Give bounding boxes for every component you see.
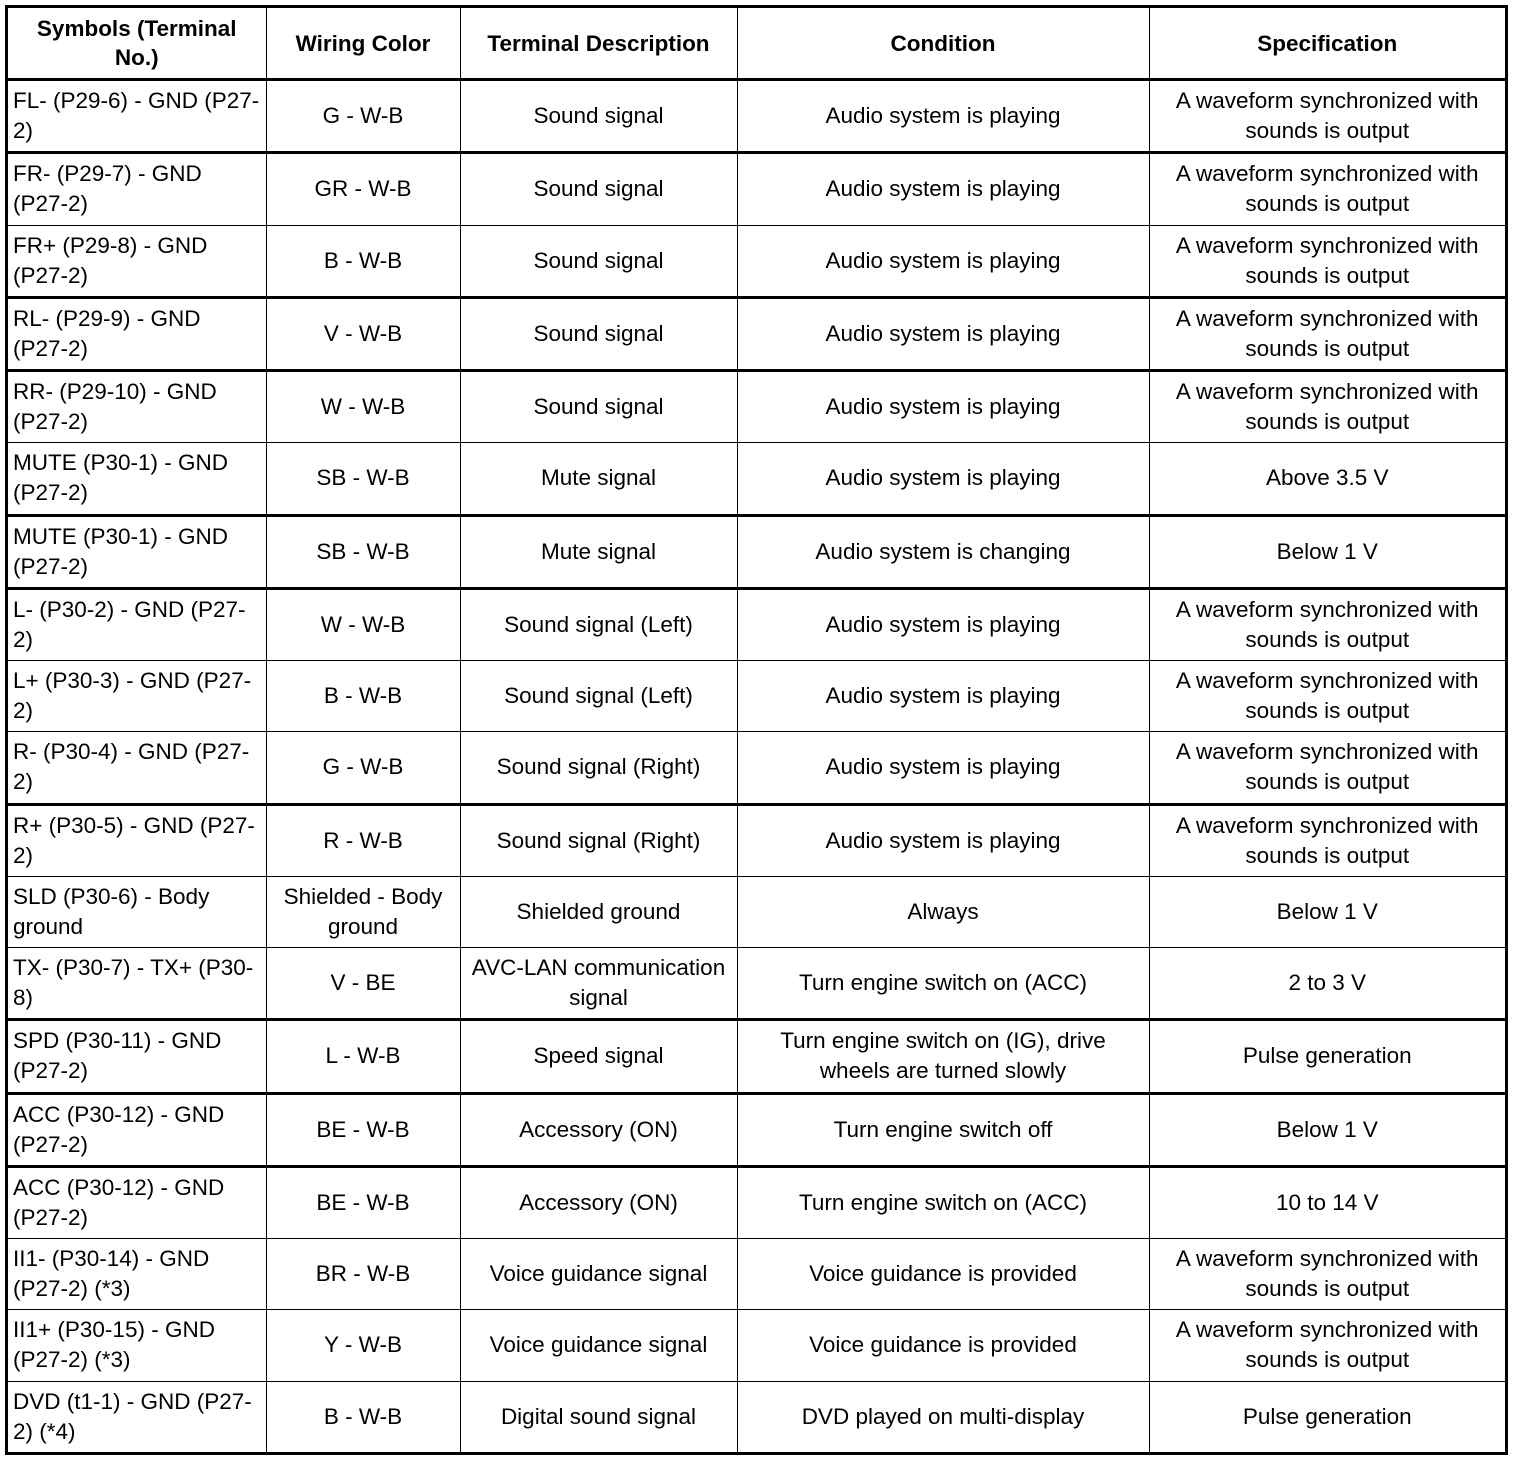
table-body bbox=[8, 80, 1505, 1453]
wiring-color-cell: B - W-B bbox=[266, 1381, 460, 1452]
terminal-description-cell: Speed signal bbox=[460, 1020, 737, 1093]
specification-cell: A waveform synchronized with sounds is output bbox=[1149, 804, 1505, 876]
condition-cell: Audio system is playing bbox=[737, 804, 1149, 876]
specification-cell: A waveform synchronized with sounds is output bbox=[1149, 1239, 1505, 1310]
table-row bbox=[8, 732, 1505, 804]
specification-cell: Below 1 V bbox=[1149, 1093, 1505, 1166]
condition-cell: Voice guidance is provided bbox=[737, 1310, 1149, 1381]
table-row bbox=[8, 1166, 1505, 1238]
symbol-cell: L- (P30-2) - GND (P27-2) bbox=[8, 588, 266, 660]
wiring-color-cell: R - W-B bbox=[266, 804, 460, 876]
specification-cell: Above 3.5 V bbox=[1149, 443, 1505, 515]
specification-cell: A waveform synchronized with sounds is output bbox=[1149, 80, 1505, 153]
wiring-color-cell: V - W-B bbox=[266, 297, 460, 370]
specification-cell: 2 to 3 V bbox=[1149, 948, 1505, 1020]
condition-cell: Audio system is playing bbox=[737, 732, 1149, 804]
table-row bbox=[8, 443, 1505, 515]
table-row bbox=[8, 80, 1505, 153]
header-symbols: Symbols (Terminal No.) bbox=[8, 8, 266, 80]
wiring-color-cell: GR - W-B bbox=[266, 153, 460, 225]
wiring-color-cell: B - W-B bbox=[266, 225, 460, 297]
table-row bbox=[8, 661, 1505, 732]
symbol-cell: FL- (P29-6) - GND (P27-2) bbox=[8, 80, 266, 153]
specification-cell: Below 1 V bbox=[1149, 876, 1505, 947]
symbol-cell: II1+ (P30-15) - GND (P27-2) (*3) bbox=[8, 1310, 266, 1381]
symbol-cell: ACC (P30-12) - GND (P27-2) bbox=[8, 1093, 266, 1166]
condition-cell: Audio system is playing bbox=[737, 80, 1149, 153]
terminal-description-cell: Voice guidance signal bbox=[460, 1239, 737, 1310]
terminal-description-cell: Shielded ground bbox=[460, 876, 737, 947]
terminal-description-cell: Sound signal bbox=[460, 225, 737, 297]
table-row bbox=[8, 297, 1505, 370]
condition-cell: Turn engine switch on (IG), drive wheels are turned slowly bbox=[737, 1020, 1149, 1093]
wiring-color-cell: SB - W-B bbox=[266, 443, 460, 515]
condition-cell: Audio system is playing bbox=[737, 153, 1149, 225]
symbol-cell: L+ (P30-3) - GND (P27-2) bbox=[8, 661, 266, 732]
specification-cell: A waveform synchronized with sounds is output bbox=[1149, 661, 1505, 732]
terminal-description-cell: Sound signal bbox=[460, 297, 737, 370]
table-row bbox=[8, 876, 1505, 947]
wiring-color-cell: BE - W-B bbox=[266, 1093, 460, 1166]
wiring-color-cell: BE - W-B bbox=[266, 1166, 460, 1238]
symbol-cell: FR- (P29-7) - GND (P27-2) bbox=[8, 153, 266, 225]
table-row bbox=[8, 225, 1505, 297]
symbol-cell: TX- (P30-7) - TX+ (P30-8) bbox=[8, 948, 266, 1020]
wiring-color-cell: B - W-B bbox=[266, 661, 460, 732]
specification-cell: A waveform synchronized with sounds is output bbox=[1149, 153, 1505, 225]
terminal-description-cell: Digital sound signal bbox=[460, 1381, 737, 1452]
terminal-description-cell: Sound signal (Left) bbox=[460, 588, 737, 660]
table-row bbox=[8, 588, 1505, 660]
header-wiring-color: Wiring Color bbox=[266, 8, 460, 80]
terminal-spec-table-container bbox=[5, 5, 1508, 1455]
wiring-color-cell: G - W-B bbox=[266, 732, 460, 804]
symbol-cell: R- (P30-4) - GND (P27-2) bbox=[8, 732, 266, 804]
symbol-cell: RL- (P29-9) - GND (P27-2) bbox=[8, 297, 266, 370]
symbol-cell: II1- (P30-14) - GND (P27-2) (*3) bbox=[8, 1239, 266, 1310]
condition-cell: Turn engine switch on (ACC) bbox=[737, 948, 1149, 1020]
wiring-color-cell: G - W-B bbox=[266, 80, 460, 153]
condition-cell: DVD played on multi-display bbox=[737, 1381, 1149, 1452]
terminal-description-cell: Sound signal bbox=[460, 80, 737, 153]
header-condition: Condition bbox=[737, 8, 1149, 80]
terminal-description-cell: Voice guidance signal bbox=[460, 1310, 737, 1381]
symbol-cell: MUTE (P30-1) - GND (P27-2) bbox=[8, 443, 266, 515]
wiring-color-cell: BR - W-B bbox=[266, 1239, 460, 1310]
specification-cell: A waveform synchronized with sounds is output bbox=[1149, 297, 1505, 370]
specification-cell: Below 1 V bbox=[1149, 515, 1505, 588]
symbol-cell: MUTE (P30-1) - GND (P27-2) bbox=[8, 515, 266, 588]
table-row bbox=[8, 1381, 1505, 1452]
wiring-color-cell: W - W-B bbox=[266, 371, 460, 443]
wiring-color-cell: SB - W-B bbox=[266, 515, 460, 588]
terminal-spec-table bbox=[8, 8, 1505, 1452]
symbol-cell: ACC (P30-12) - GND (P27-2) bbox=[8, 1166, 266, 1238]
header-specification: Specification bbox=[1149, 8, 1505, 80]
table-row bbox=[8, 1020, 1505, 1093]
wiring-color-cell: Y - W-B bbox=[266, 1310, 460, 1381]
header-terminal-description: Terminal Description bbox=[460, 8, 737, 80]
table-row bbox=[8, 153, 1505, 225]
table-row bbox=[8, 1093, 1505, 1166]
symbol-cell: FR+ (P29-8) - GND (P27-2) bbox=[8, 225, 266, 297]
terminal-description-cell: AVC-LAN communication signal bbox=[460, 948, 737, 1020]
specification-cell: A waveform synchronized with sounds is output bbox=[1149, 371, 1505, 443]
terminal-description-cell: Sound signal bbox=[460, 371, 737, 443]
condition-cell: Always bbox=[737, 876, 1149, 947]
condition-cell: Voice guidance is provided bbox=[737, 1239, 1149, 1310]
table-row bbox=[8, 515, 1505, 588]
condition-cell: Audio system is playing bbox=[737, 371, 1149, 443]
symbol-cell: RR- (P29-10) - GND (P27-2) bbox=[8, 371, 266, 443]
symbol-cell: SPD (P30-11) - GND (P27-2) bbox=[8, 1020, 266, 1093]
table-row bbox=[8, 1239, 1505, 1310]
terminal-description-cell: Accessory (ON) bbox=[460, 1166, 737, 1238]
specification-cell: A waveform synchronized with sounds is output bbox=[1149, 732, 1505, 804]
terminal-description-cell: Accessory (ON) bbox=[460, 1093, 737, 1166]
symbol-cell: DVD (t1-1) - GND (P27-2) (*4) bbox=[8, 1381, 266, 1452]
terminal-description-cell: Sound signal (Right) bbox=[460, 804, 737, 876]
wiring-color-cell: V - BE bbox=[266, 948, 460, 1020]
condition-cell: Turn engine switch on (ACC) bbox=[737, 1166, 1149, 1238]
header-row bbox=[8, 8, 1505, 80]
condition-cell: Audio system is playing bbox=[737, 661, 1149, 732]
terminal-description-cell: Sound signal (Left) bbox=[460, 661, 737, 732]
condition-cell: Audio system is playing bbox=[737, 297, 1149, 370]
symbol-cell: SLD (P30-6) - Body ground bbox=[8, 876, 266, 947]
wiring-color-cell: L - W-B bbox=[266, 1020, 460, 1093]
table-row bbox=[8, 948, 1505, 1020]
terminal-description-cell: Sound signal (Right) bbox=[460, 732, 737, 804]
condition-cell: Audio system is playing bbox=[737, 443, 1149, 515]
specification-cell: A waveform synchronized with sounds is output bbox=[1149, 225, 1505, 297]
table-row bbox=[8, 371, 1505, 443]
wiring-color-cell: Shielded - Body ground bbox=[266, 876, 460, 947]
condition-cell: Audio system is changing bbox=[737, 515, 1149, 588]
terminal-description-cell: Sound signal bbox=[460, 153, 737, 225]
condition-cell: Audio system is playing bbox=[737, 225, 1149, 297]
specification-cell: Pulse generation bbox=[1149, 1020, 1505, 1093]
specification-cell: A waveform synchronized with sounds is output bbox=[1149, 588, 1505, 660]
terminal-description-cell: Mute signal bbox=[460, 443, 737, 515]
specification-cell: 10 to 14 V bbox=[1149, 1166, 1505, 1238]
wiring-color-cell: W - W-B bbox=[266, 588, 460, 660]
condition-cell: Audio system is playing bbox=[737, 588, 1149, 660]
condition-cell: Turn engine switch off bbox=[737, 1093, 1149, 1166]
symbol-cell: R+ (P30-5) - GND (P27-2) bbox=[8, 804, 266, 876]
specification-cell: A waveform synchronized with sounds is output bbox=[1149, 1310, 1505, 1381]
specification-cell: Pulse generation bbox=[1149, 1381, 1505, 1452]
terminal-description-cell: Mute signal bbox=[460, 515, 737, 588]
table-header bbox=[8, 8, 1505, 80]
table-row bbox=[8, 804, 1505, 876]
table-row bbox=[8, 1310, 1505, 1381]
